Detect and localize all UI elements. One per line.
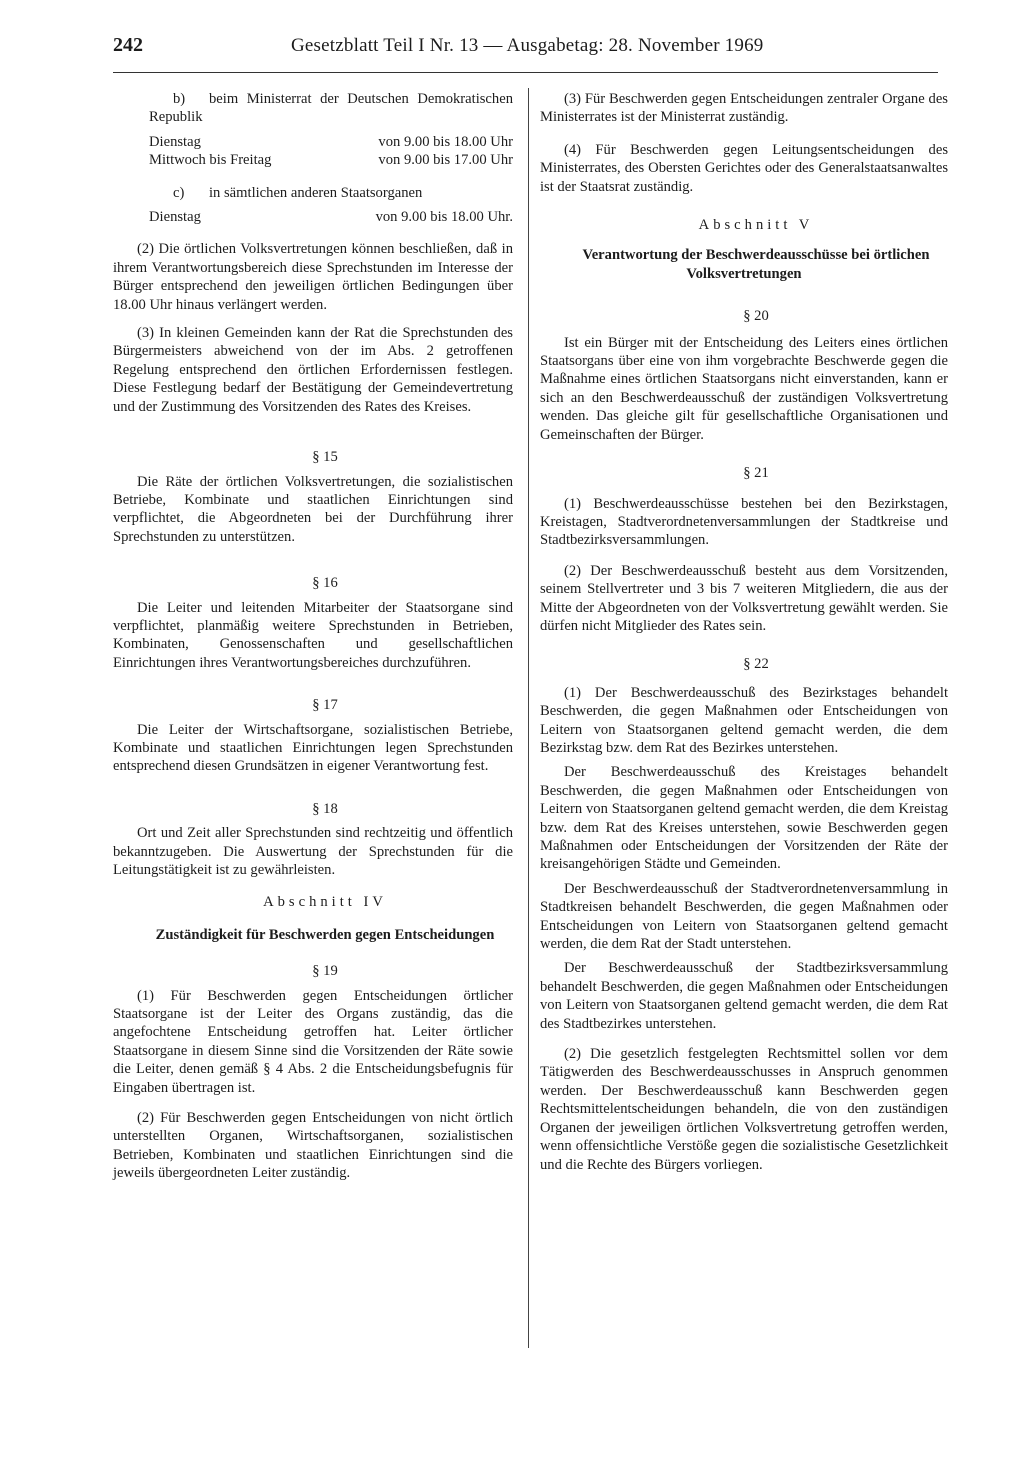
section-22-para-1c: Der Beschwerdeausschuß der Stadtverordnetenversammlung in Stadtkreisen behandelt Beschwerden, die gegen Maßnahmen oder Entscheidungen von Leitern von Staatsorganen geltend gemacht werden, die dem Rat der Stadt unterstehen. <box>540 880 948 953</box>
abschnitt-v-heading: Abschnitt V <box>698 217 814 234</box>
section-22-para-1d: Der Beschwerdeausschuß der Stadtbezirksversammlung behandelt Beschwerden, die gegen Maßnahmen oder Entscheidungen von Leitern von Staatsorganen geltend gemacht werden, die dem Rat des Stadtbezirkes unterstehen. <box>540 960 948 1032</box>
section-19-para-2: (2) Für Beschwerden gegen Entscheidungen von nicht örtlich unterstellten Organen, Wirtschaftsorganen, sozialistischen Betrieben, Kombinaten und staatlichen Einrichtungen sind die jeweils übergeordneten Leiter zuständig. <box>113 1110 513 1182</box>
hours-row <box>149 208 513 226</box>
item-b-text: beim Ministerrat der Deutschen Demokratischen Republik <box>149 91 513 126</box>
section-17-text: Die Leiter der Wirtschaftsorgane, sozialistischen Betriebe, Kombinate und staatlichen Einrichtungen legen Sprechstunden entsprechend diesen Grundsätzen in eigener Verantwortung fest. <box>113 721 513 775</box>
column-divider <box>528 88 529 1348</box>
section-16-text: Die Leiter und leitenden Mitarbeiter der Staatsorgane sind verpflichtet, planmäßig weitere Sprechstunden in Betrieben, Kombinaten, Genossenschaften und gesellschaftlichen Einrichtungen ihres Verantwortungsbereiches durchzuführen. <box>113 599 513 671</box>
section-18-text: Ort und Zeit aller Sprechstunden sind rechtzeitig und öffentlich bekanntzugeben. Die Auswertung der Sprechstunden für die Leitungstätigkeit ist zu gewährleisten. <box>113 825 513 878</box>
hours-day: Dienstag <box>149 209 201 226</box>
paragraph-2: (2) Die örtlichen Volksvertretungen können beschließen, daß in ihrem Verantwortungsbereich diese Sprechstunden im Interesse der Bürger entsprechend den jeweiligen örtlichen Bedingungen über 18.00 Uhr hinaus verlängert werden. <box>113 241 513 313</box>
hours-time: von 9.00 bis 18.00 Uhr. <box>375 209 513 226</box>
hours-table-b <box>149 133 513 170</box>
running-title: Gesetzblatt Teil I Nr. 13 — Ausgabetag: 28. November 1969 <box>291 35 764 56</box>
section-17-heading: § 17 <box>312 697 338 714</box>
abschnitt-iv-title: Zuständigkeit für Beschwerden gegen Entscheidungen <box>155 926 495 943</box>
section-22-para-2: (2) Die gesetzlich festgelegten Rechtsmittel sollen vor dem Tätigwerden des Beschwerdeausschusses in Anspruch genommen werden. Der Beschwerdeausschuß kann Beschwerden gegen Rechtsmittelentscheidungen behandeln, die von den zuständigen Organen der jeweiligen örtlichen Volksvertretung getroffen werden, wenn offensichtliche Verstöße gegen die sozialistische Gesetzlichkeit und die Rechte des Bürgers vorliegen. <box>540 1046 948 1173</box>
item-b-label: b) <box>173 91 186 107</box>
section-18-heading: § 18 <box>312 800 338 817</box>
hours-day: Mittwoch bis Freitag <box>149 152 272 169</box>
abschnitt-iv-heading: Abschnitt IV <box>263 894 387 911</box>
item-c-label: c) <box>173 184 185 201</box>
page-header <box>113 34 783 64</box>
header-rule <box>113 72 938 73</box>
hours-row <box>149 151 513 169</box>
section-19-para-1: (1) Für Beschwerden gegen Entscheidungen örtlicher Staatsorgane ist der Leiter des Organs zuständig, das die angefochtene Entscheidung getroffen hat. Leiter örtlicher Staatsorgane in diesem Sinne sind die Vorsitzenden der Räte sowie die Leiter, denen gemäß § 4 Abs. 2 die Entscheidungsbefugnis für Eingaben übertragen ist. <box>113 987 513 1096</box>
hours-time: von 9.00 bis 18.00 Uhr <box>378 133 513 150</box>
list-item-c <box>113 184 513 202</box>
list-item-b <box>113 90 513 127</box>
section-16-heading: § 16 <box>312 575 338 592</box>
right-column <box>540 90 948 1174</box>
left-column <box>113 90 513 1183</box>
section-20-text: Ist ein Bürger mit der Entscheidung des Leiters eines örtlichen Staatsorgans über eine von ihm vorgebrachte Beschwerde gegen die Maßnahme eines örtlichen Staatsorgans nicht einverstanden, kann er sich an den Beschwerdeausschuß der zuständigen Volksvertretung wenden. Das gleiche gilt für gesellschaftliche Organisationen und Gemeinschaften der Bürger. <box>540 334 948 443</box>
section-19-heading: § 19 <box>312 963 338 980</box>
abschnitt-v-title: Verantwortung der Beschwerdeausschüsse bei örtlichen Volksvertretungen <box>582 247 930 282</box>
hours-row <box>149 133 513 151</box>
section-22-para-1: (1) Der Beschwerdeausschuß des Bezirkstages behandelt Beschwerden, die gegen Maßnahmen oder Entscheidungen von Leitern von Staatsorganen geltend gemacht werden, die dem Bezirkstag bzw. dem Rat des Bezirkes unterstehen. <box>540 684 948 756</box>
section-21-heading: § 21 <box>743 465 769 482</box>
page-number: 242 <box>113 34 143 56</box>
item-c-text: in sämtlichen anderen Staatsorganen <box>209 184 423 201</box>
paragraph-3: (3) In kleinen Gemeinden kann der Rat die Sprechstunden des Bürgermeisters abweichend von der im Abs. 2 getroffenen Regelung entsprechend den örtlichen Erfordernissen festlegen. Diese Festlegung bedarf der Bestätigung der Gemeindevertretung und der Zustimmung des Vorsitzenden des Rates des Kreises. <box>113 325 513 415</box>
section-21-para-2: (2) Der Beschwerdeausschuß besteht aus dem Vorsitzenden, seinem Stellvertreter und 3 bis 7 weiteren Mitgliedern, die aus der Mitte der Abgeordneten von der Volksvertretung gewählt werden. Sie dürfen nicht Mitglieder des Rates sein. <box>540 562 948 634</box>
hours-day: Dienstag <box>149 133 201 150</box>
section-22-para-1b: Der Beschwerdeausschuß des Kreistages behandelt Beschwerden, die gegen Maßnahmen oder Entscheidungen von Leitern von Staatsorganen geltend gemacht werden, die dem Kreistag bzw. dem Rat des Kreises unterstehen, sowie Beschwerden gegen Maßnahmen oder Entscheidungen der Vorsitzenden der Räte der kreisangehörigen Städte und Gemeinden. <box>540 764 948 873</box>
section-15-heading: § 15 <box>312 449 338 466</box>
section-19-para-4: (4) Für Beschwerden gegen Leitungsentscheidungen des Ministerrates, des Obersten Gerichtes oder des Generalstaatsanwaltes ist der Staatsrat zuständig. <box>540 141 948 195</box>
section-19-para-3: (3) Für Beschwerden gegen Entscheidungen zentraler Organe des Ministerrates ist der Ministerrat zuständig. <box>540 91 948 126</box>
section-21-para-1: (1) Beschwerdeausschüsse bestehen bei den Bezirkstagen, Kreistagen, Stadtverordnetenversammlungen der Stadtkreise und Stadtbezirksversammlungen. <box>540 495 948 549</box>
section-22-heading: § 22 <box>743 656 769 673</box>
hours-table-c <box>149 208 513 226</box>
section-20-heading: § 20 <box>743 308 769 325</box>
hours-time: von 9.00 bis 17.00 Uhr <box>378 152 513 169</box>
section-15-text: Die Räte der örtlichen Volksvertretungen, die sozialistischen Betriebe, Kombinate und staatlichen Einrichtungen sind verpflichtet, die Abgeordneten bei der Durchführung ihrer Sprechstunden zu unterstützen. <box>113 473 513 545</box>
